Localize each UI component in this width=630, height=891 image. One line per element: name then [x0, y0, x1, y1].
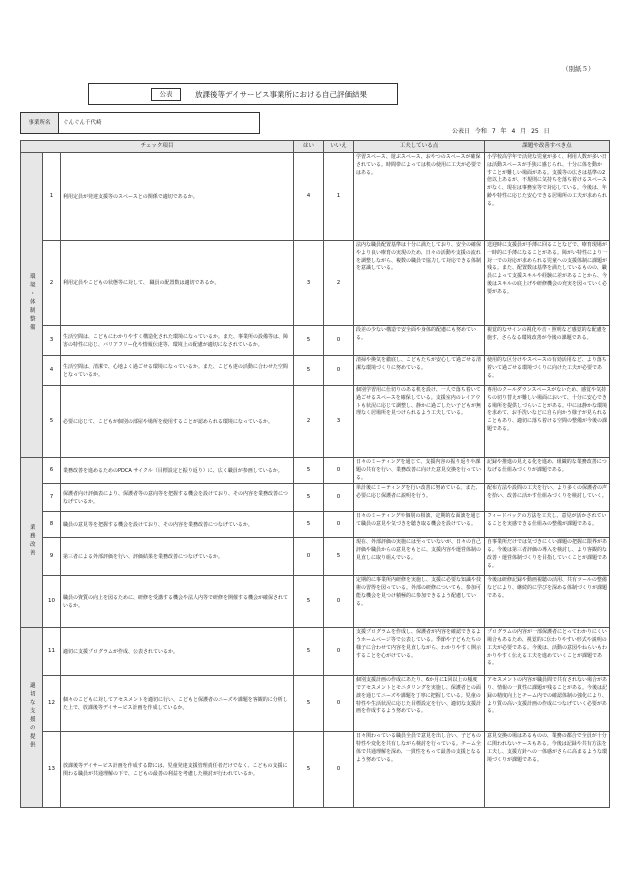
- yes-count: 5: [294, 356, 324, 386]
- item-number: 2: [43, 241, 61, 326]
- item-number: 10: [43, 576, 61, 628]
- good-points-text: 個別支援計画の作成にあたり、6か月に1回以上の頻度でアセスメントとモニタリングを実施し、保護者との面談を通じてニーズや課題を丁寧に把握している。児童の特性や生活状況に応じた目標設定を行い、適切な支援計画を作成するよう努めている。: [354, 676, 485, 732]
- good-points-text: 日々のミーティングや個別の相談、定期的な面談を通じて職員の意見や気づきを聴き取る機会を設けている。: [354, 512, 485, 538]
- check-item-text: 必要に応じて、こどもが個別の部屋や場所を使用することが認められる環境になっているか。: [61, 386, 294, 458]
- table-row: [21, 386, 610, 458]
- no-count: 0: [324, 326, 354, 356]
- no-count: 0: [324, 484, 354, 512]
- public-tag: 公表: [151, 88, 181, 101]
- yes-count: 5: [294, 628, 324, 676]
- issues-text: 意見交換の場はあるものの、業務の都合で全員が十分に関われないケースもある。今後は記録や共有方法を工夫し、支援方針への一体感がさらに高まるような環境づくりが課題である。: [485, 732, 610, 808]
- table-row: [21, 512, 610, 538]
- item-number: 3: [43, 326, 61, 356]
- item-number: 5: [43, 386, 61, 458]
- no-count: 0: [324, 732, 354, 808]
- category-label: 業務改善: [28, 523, 35, 558]
- issues-text: 視覚的なサインの視化や音・照明など感覚的な配慮を施す、さらなる環境改善が今後の課題である。: [485, 326, 610, 356]
- no-count: 0: [324, 512, 354, 538]
- good-points-text: 単計後にミーティングを行い改善に努めている。また、必要に応じ保護者に説明を行う。: [354, 484, 485, 512]
- table-row: [21, 732, 610, 808]
- table-row: [21, 484, 610, 512]
- category-cell: [21, 458, 43, 628]
- yes-count: 2: [294, 386, 324, 458]
- check-item-text: 生活空間は、清潔で、心地よく過ごせる環境になっているか。また、こども達の活動に合わせた空間となっているか。: [61, 356, 294, 386]
- good-points-text: 支援プログラムを作成し、保護者が内容を確認できるようホームページ等で公表している。季節や子どもたちの様子に合わせて内容を見直しながら、わかりやすく開示することを心がけている。: [354, 628, 485, 676]
- no-count: 0: [324, 458, 354, 484]
- yes-count: 5: [294, 512, 324, 538]
- item-number: 13: [43, 732, 61, 808]
- check-item-text: 業務改善を進めるためのPDCA サイクル（目標設定と振り返り）に、広く職員が参画しているか。: [61, 458, 294, 484]
- business-name-value: ぐんぐん千代崎: [58, 112, 260, 134]
- check-item-text: 職員の意見等を把握する機会を設けており、その内容を業務改善につなげているか。: [61, 512, 294, 538]
- table-row: [21, 576, 610, 628]
- yes-count: 5: [294, 458, 324, 484]
- page-title: 放課後等デイサービス事業所における自己評価結果: [195, 90, 367, 99]
- issues-text: フィードバックの方法を工夫し、意見が活かされていることを実感できる仕組みの整備が課題である。: [485, 512, 610, 538]
- good-points-text: 日々関わっている職員全員で意見を出し合い、子どもの特性や変化を共有しながら検討を行っている。チーム全体で共通理解を深め、一貫性をもって最善の支援となるよう努めている。: [354, 732, 485, 808]
- header-issues: 課題や改善すべき点: [485, 141, 610, 153]
- header-yes: はい: [294, 141, 324, 153]
- good-points-text: 定期的に事業所内研修を実施し、支援に必要な知識や技術の習得を図っている。外部の研修についても、参加可能な機会を見つけ積極的に参加できるよう配慮している。: [354, 576, 485, 628]
- yes-count: 5: [294, 576, 324, 628]
- header-no: いいえ: [324, 141, 354, 153]
- issues-text: 記録や推進の見える化を進め、組織的な業務改善につなげる仕組みづくりが課題である。: [485, 458, 610, 484]
- check-item-text: 利用定員が発達支援等のスペースとの関係で適切であるか。: [61, 153, 294, 241]
- good-points-text: 学習スペース、遊ぶスペース、おやつのスペースが確保されている。時間帯によっては机の使用に工夫が必要ではある。: [354, 153, 485, 241]
- good-points-text: 現在、外部評価の実施には至っていないが、日々の自己評価や職員からの意見をもとに、支援内容や運営体制の見直しに取り組んでいる。: [354, 538, 485, 576]
- no-count: 0: [324, 576, 354, 628]
- category-label: 環境・体制整備: [28, 273, 35, 333]
- good-points-text: 段差の少ない構造で安全面や身体的配慮にも努めている。: [354, 326, 485, 356]
- no-count: 3: [324, 386, 354, 458]
- yes-count: 3: [294, 241, 324, 326]
- item-number: 12: [43, 676, 61, 732]
- table-row: [21, 458, 610, 484]
- table-row: [21, 153, 610, 241]
- table-row: [21, 538, 610, 576]
- issues-text: 自事業所だけでは気づきにくい課題の把握に限界がある。今後は第三者評価の導入を検討し、より客観的な改善・運営体制づくりを目指していくことが課題である。: [485, 538, 610, 576]
- issues-text: アセスメントの内容が職員間で共有されない場合があり、情報の一貫性に課題が残ることがある。今後は記録の精度向上とチーム内での確認体制の強化により、より質の高い支援計画の作成につなげていく必要がある。: [485, 676, 610, 732]
- evaluation-table: [20, 140, 610, 808]
- publish-date: 公表日 令和 7 年 4 月 25 日: [452, 128, 550, 135]
- issues-text: 配布方法や設問の工夫を行い、より多くの保護者の声を拾い、改善に活かす仕組みづくりを検討していく。: [485, 484, 610, 512]
- annex-label: （別紙５）: [562, 65, 595, 73]
- yes-count: 4: [294, 153, 324, 241]
- issues-text: 小学校高学年で活発な児童が多く、利用人数が多い日は活動スペースが手狭に感じられ、十分に体を動かすことが難しい場面がある。支援等の広さは基準の2倍以上あるが、不規則に気持ちを落ち着けるスペースがなく、現在は事務室等で対応している。今後は、年齢や特性に応じた安心できる居場所の工夫が求められる。: [485, 153, 610, 241]
- table-row: [21, 628, 610, 676]
- item-number: 7: [43, 484, 61, 512]
- header-good-points: 工夫している点: [354, 141, 485, 153]
- item-number: 1: [43, 153, 61, 241]
- item-number: 8: [43, 512, 61, 538]
- check-item-text: 保護者向け評価表により、保護者等の意向等を把握する機会を設けており、その内容を業務改善につなげているか。: [61, 484, 294, 512]
- title-box: [88, 83, 398, 105]
- item-number: 9: [43, 538, 61, 576]
- no-count: 0: [324, 356, 354, 386]
- table-row: [21, 356, 610, 386]
- item-number: 11: [43, 628, 61, 676]
- table-header-row: [21, 141, 610, 153]
- category-cell: [21, 628, 43, 808]
- no-count: 0: [324, 628, 354, 676]
- check-item-text: 生活空間は、こどもにわかりやすく構造化された環境になっているか。また、事業所の設備等は、障害の特性に応じ、バリアフリー化や情報伝達等、環境上の配慮が適切になされているか。: [61, 326, 294, 356]
- issues-text: 今後は研修記録や動画視聴の活用、共有ツールの整備などにより、継続的に学びを深める体制づくりが課題である。: [485, 576, 610, 628]
- no-count: 1: [324, 153, 354, 241]
- item-number: 6: [43, 458, 61, 484]
- item-number: 4: [43, 356, 61, 386]
- check-item-text: 適切に支援プログラムが作成、公表されているか。: [61, 628, 294, 676]
- no-count: 5: [324, 538, 354, 576]
- good-points-text: 個別学習用に仕切りのある机を設け、一人で落ち着いて過ごせるスペースを確保している。支援室内のレイアウトも状況に応じて調整し、静かに過ごしたい子どもが無理なく居場所を見つけられるよう工夫している。: [354, 386, 485, 458]
- no-count: 0: [324, 676, 354, 732]
- issues-text: 専用のクールダウンスペースがないため、感覚や気持ちの切り替えが難しい場面において、十分に安心できる場所を提供しづらいことがある。中には静かな環境を求めて、お手洗いなどに自ら向かう様子が見られることもあり、適切に落ち着ける空間の整備が今後の課題である。: [485, 386, 610, 458]
- yes-count: 0: [294, 538, 324, 576]
- good-points-text: 法内な職員配置基準は十分に満たしており、安全の確保やより良い療育の実現のため、日々の活動や支援の流れを調整しながら、複数の職員で協力して対応できる体制を意識している。: [354, 241, 485, 326]
- table-row: [21, 676, 610, 732]
- no-count: 2: [324, 241, 354, 326]
- check-item-text: 職員の資質の向上を図るために、研修を受講する機会や法人内等で研修を開催する機会が確保されているか。: [61, 576, 294, 628]
- issues-text: プログラムの内容が一部保護者にとってわかりにくい場合もあるため、視覚的に伝わりやすい形式や説明の工夫が必要である。今後は、活動の意図やねらいもわかりやすく伝える工夫を進めていくことが課題である。: [485, 628, 610, 676]
- check-item-text: 利用定員やこどもの状態等に対して、 職員の配置数は適切であるか。: [61, 241, 294, 326]
- header-check-item: チェック項目: [21, 141, 294, 153]
- category-label: 適切な支援の提供: [28, 681, 35, 750]
- issues-text: 送迎時に支援員が手薄に回ることなどで、療育現場が一時的に手薄になることがある。障がい特性により一対一での対応が求められる児童への支援体制に課題が残る。また、配置数は基準を満たしているものの、職員によって支援スキルや経験に差があることから、今後はスキルの底上げや研修機会の充実を図っていく必要がある。: [485, 241, 610, 326]
- business-name-label: 事業所名: [20, 112, 58, 134]
- good-points-text: 清掃や換気を徹底し、こどもたちが安心して過ごせる清潔な環境づくりに努めている。: [354, 356, 485, 386]
- check-item-text: 第三者による外部評価を行い、評価結果を業務改善につなげているか。: [61, 538, 294, 576]
- issues-text: 使用的な区分けやスペースの有効活用など、より落ち着いて過ごせる環境づくりに向けた工夫が必要である。: [485, 356, 610, 386]
- table-row: [21, 241, 610, 326]
- check-item-text: 個々のこどもに対してアセスメントを適切に行い、こどもと保護者のニーズや課題を客観的に分析した上で、放課後等デイサービス計画を作成しているか。: [61, 676, 294, 732]
- yes-count: 5: [294, 732, 324, 808]
- yes-count: 5: [294, 326, 324, 356]
- category-cell: [21, 153, 43, 458]
- table-row: [21, 326, 610, 356]
- good-points-text: 日々のミーティングを通じて、支援内容の振り返りや課題の共有を行い、業務改善に向けた意見交換を行っている。: [354, 458, 485, 484]
- yes-count: 5: [294, 676, 324, 732]
- check-item-text: 放課後等デイサービス計画を作成する際には、児童発達支援管理責任者だけでなく、こどもの支援に関わる職員が共通理解の下で、こどもの最善の利益を考慮した検討が行われているか。: [61, 732, 294, 808]
- yes-count: 5: [294, 484, 324, 512]
